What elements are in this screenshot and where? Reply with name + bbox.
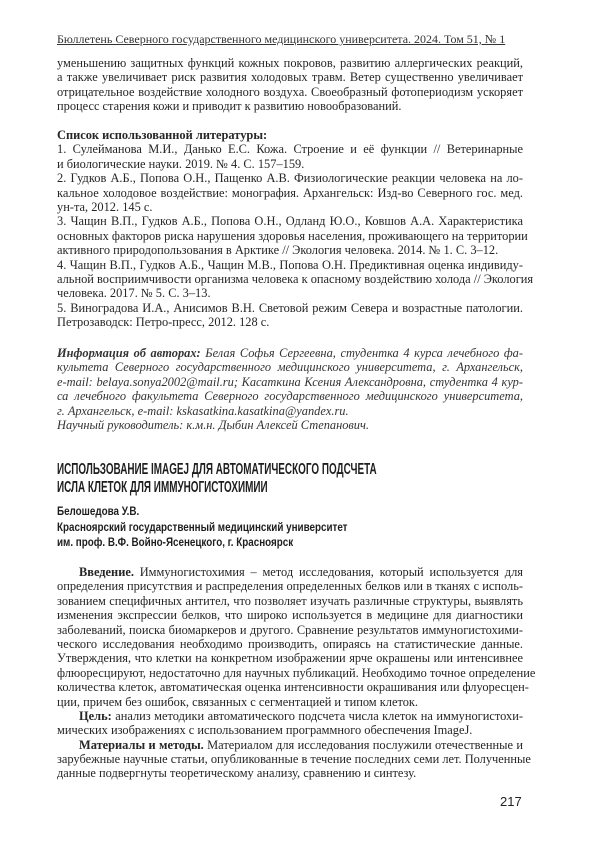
text-line: [57, 315, 523, 329]
text-line: [57, 594, 523, 608]
running-header: Бюллетень Северного государственного медицинского университета. 2024. Том 51, № 1: [57, 32, 505, 46]
line-text: данные подвергнуты теоретическому анализу, сравнению и синтезу.: [57, 766, 416, 780]
page-number: 217: [500, 795, 522, 809]
text-line: [57, 229, 523, 243]
line-text: процесс старения кожи и приводит к развитию новообразований.: [57, 99, 401, 113]
text-line: [57, 243, 523, 257]
text-line: [57, 766, 523, 780]
line-text: альной восприимчивости организма человека к опасному воздействию холода // Экология: [57, 272, 533, 286]
text-line: [57, 418, 523, 432]
text-line: [57, 666, 523, 680]
line-text: и биологические науки. 2019. № 4. С. 157–159.: [57, 157, 304, 171]
paragraph-label: Информация об авторах:: [57, 346, 201, 360]
line-text: Материалом для исследования послужили отечественные и: [207, 738, 523, 752]
reference-item: [57, 142, 523, 171]
line-text: а также увеличивает риск развития холодовых травм. Ветер существенно увеличивает: [57, 70, 523, 84]
line-text: Иммуногистохимия – метод исследования, который используется для: [140, 565, 523, 579]
text-line: [57, 346, 523, 360]
text-line: [57, 404, 523, 418]
line-text: количества клеток, автоматическая оценка интенсивности окрашивания или флуоресцен-: [57, 680, 529, 694]
authors-info: [57, 346, 523, 432]
text-line: [57, 142, 523, 156]
text-line: [57, 360, 523, 374]
article-paragraph: [57, 738, 523, 781]
article-body: [57, 565, 523, 781]
affiliation-line: им. проф. В.Ф. Войно-Ясенецкого, г. Красноярск: [57, 535, 347, 550]
line-text: кальное холодовое воздействие: монография. Архангельск: Изд-во Северного гос. мед.: [57, 186, 523, 200]
text-line: [57, 752, 523, 766]
line-text: Петрозаводск: Петро-пресс, 2012. 128 с.: [57, 315, 269, 329]
references-heading: Список использованной литературы:: [57, 128, 523, 142]
line-text: активного природопользования в Арктике // Экология человека. 2014. № 1. С. 3–12.: [57, 243, 498, 257]
line-text: ун-та, 2012. 145 с.: [57, 200, 152, 214]
affiliation-line: Красноярский государственный медицинский университет: [57, 520, 347, 535]
line-text: отрицательное воздействие холодного воздуха. Своеобразный фотопериодизм ускоряет: [57, 85, 523, 99]
line-text: зованием специфичных антител, что позволяет изучать различные структуры, выявлять: [57, 594, 523, 608]
text-line: [57, 70, 523, 84]
title-line: ИСПОЛЬЗОВАНИЕ IMAGEJ ДЛЯ АВТОМАТИЧЕСКОГО ПОДСЧЕТА: [57, 461, 377, 479]
line-text: уменьшению защитных функций кожных покровов, развитию аллергических реакций,: [57, 56, 523, 70]
line-text: Белая Софья Сергеевна, студентка 4 курса лечебного фа-: [205, 346, 523, 360]
line-text: e-mail: belaya.sonya2002@mail.ru; Касаткина Ксения Александровна, студентка 4 кур-: [57, 375, 523, 389]
text-line: [57, 258, 523, 272]
text-line: [57, 301, 523, 315]
line-text: 2. Гудков А.Б., Попова О.Н., Пащенко А.В. Физиологические реакции человека на ло-: [57, 171, 523, 185]
article-authors: [57, 504, 347, 550]
continuation-paragraph: [57, 56, 523, 114]
text-line: [57, 709, 523, 723]
article-title: [57, 461, 377, 497]
text-line: [57, 157, 523, 171]
text-line: [57, 723, 523, 737]
text-line: [57, 56, 523, 70]
text-line: [57, 375, 523, 389]
article-paragraph: [57, 565, 523, 709]
title-line: ИСЛА КЛЕТОК ДЛЯ ИММУНОГИСТОХИМИИ: [57, 479, 377, 497]
line-text: г. Архангельск, e-mail: kskasatkina.kasatkina@yandex.ru.: [57, 404, 349, 418]
reference-item: [57, 258, 523, 301]
line-text: мических изображениях с использованием программного обеспечения ImageJ.: [57, 723, 472, 737]
text-line: [57, 272, 523, 286]
text-line: [57, 99, 523, 113]
line-text: 3. Чащин В.П., Гудков А.Б., Попова О.Н., Одланд Ю.О., Ковшов А.А. Характеристика: [57, 214, 523, 228]
line-text: 4. Чащин В.П., Гудков А.Б., Чащин М.В., Попова О.Н. Предиктивная оценка индивиду-: [57, 258, 523, 272]
reference-item: [57, 301, 523, 330]
paragraph-label: Цель:: [79, 709, 112, 723]
text-line: [57, 623, 523, 637]
line-text: заболеваний, поиска биомаркеров и другого. Сравнение результатов иммуногистохими-: [57, 623, 523, 637]
paragraph-label: Введение.: [79, 565, 134, 579]
references-section: [57, 128, 523, 329]
reference-item: [57, 214, 523, 257]
text-line: [57, 389, 523, 403]
line-text: изменения экспрессии белков, что широко используется в медицине для диагностики: [57, 608, 523, 622]
line-text: определения присутствия и распределения определенных белков или в тканях с исполь-: [57, 579, 523, 593]
line-text: человека. 2017. № 5. С. 3–13.: [57, 286, 211, 300]
text-line: [57, 738, 523, 752]
line-text: культета Северного государственного медицинского университета, г. Архангельск,: [57, 360, 523, 374]
text-line: [57, 680, 523, 694]
line-text: ции, причем без ошибок, связанных с сегментацией и типом клеток.: [57, 695, 418, 709]
line-text: флюоресцируют, недостаточно для научных публикаций. Необходимо точное определение: [57, 666, 535, 680]
line-text: основных факторов риска нарушения здоровья населения, проживающего на территории: [57, 229, 528, 243]
line-text: Утверждения, что клетки на конкретном изображении ярче окрашены или интенсивнее: [57, 651, 523, 665]
text-line: [57, 186, 523, 200]
line-text: анализ методики автоматического подсчета числа клеток на иммуногистохи-: [115, 709, 523, 723]
text-line: [57, 85, 523, 99]
text-line: [57, 695, 523, 709]
text-line: [57, 637, 523, 651]
line-text: Научный руководитель: к.м.н. Дыбин Алексей Степанович.: [57, 418, 369, 432]
line-text: са лечебного факультета Северного государственного медицинского университета,: [57, 389, 523, 403]
text-line: [57, 286, 523, 300]
text-line: [57, 200, 523, 214]
author-name: Белошедова У.В.: [57, 504, 347, 519]
text-line: [57, 579, 523, 593]
text-line: [57, 651, 523, 665]
line-text: 5. Виноградова И.А., Анисимов В.Н. Световой режим Севера и возрастные патологии.: [57, 301, 523, 315]
text-line: [57, 565, 523, 579]
article-paragraph: [57, 709, 523, 738]
paragraph-label: Материалы и методы.: [79, 738, 204, 752]
reference-item: [57, 171, 523, 214]
text-line: [57, 608, 523, 622]
text-line: [57, 171, 523, 185]
text-line: [57, 214, 523, 228]
line-text: ческого исследования необходимо производить, опираясь на статистические данные.: [57, 637, 523, 651]
line-text: зарубежные научные статьи, опубликованные в течение последних семи лет. Полученные: [57, 752, 531, 766]
line-text: 1. Сулейманова М.И., Данько Е.С. Кожа. Строение и её функции // Ветеринарные: [57, 142, 523, 156]
